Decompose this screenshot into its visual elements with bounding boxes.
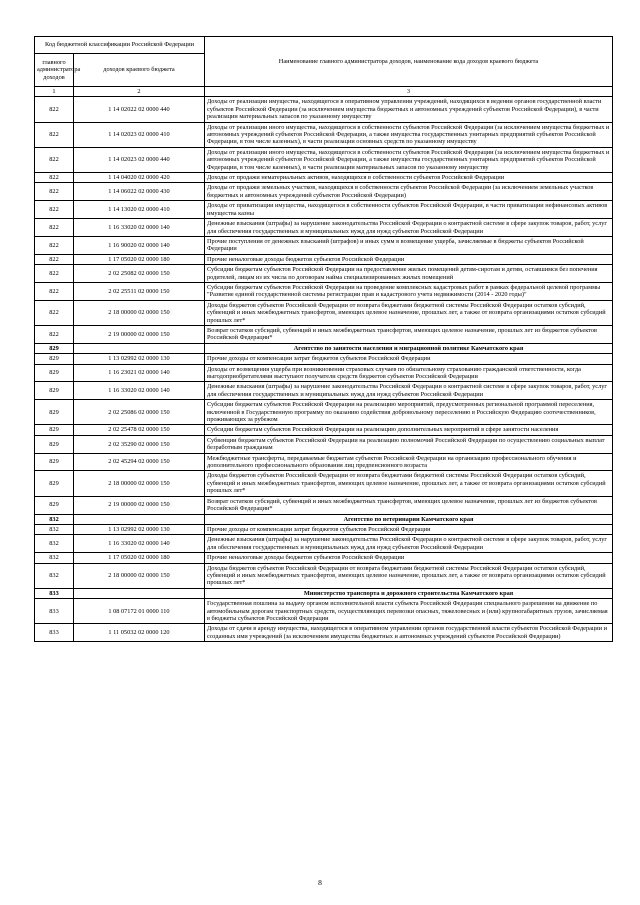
revenue-code-cell: 2 19 00000 02 0000 150 <box>74 496 205 514</box>
admin-code-cell: 822 <box>35 97 74 122</box>
header-group-title: Код бюджетной классификации Российской Федерации <box>35 37 205 54</box>
name-cell: Доходы бюджетов субъектов Российской Федерации от возврата бюджетами бюджетной системы Российской Федерации остатков субсидий, субвенций и иных межбюджетных трансфертов, имеющих целевое назначение, прошлых лет, а также от возврата организациями остатков субсидий прошлых лет* <box>205 471 613 496</box>
admin-code-cell: 832 <box>35 524 74 534</box>
revenue-code-cell: 2 18 00000 02 0000 150 <box>74 563 205 588</box>
name-cell: Прочие неналоговые доходы бюджетов субъектов Российской Федерации <box>205 254 613 264</box>
name-cell: Прочие неналоговые доходы бюджетов субъектов Российской Федерации <box>205 553 613 563</box>
table-row <box>35 471 613 496</box>
header-code-column: доходов краевого бюджета <box>74 54 205 87</box>
revenue-code-cell: 1 14 02023 02 0000 440 <box>74 147 205 172</box>
table-row <box>35 265 613 283</box>
admin-code-cell: 822 <box>35 183 74 201</box>
revenue-code-cell: 2 18 00000 02 0000 150 <box>74 471 205 496</box>
revenue-code-cell: 2 19 00000 02 0000 150 <box>74 325 205 343</box>
table-row <box>35 496 613 514</box>
revenue-code-cell: 1 16 33020 02 0000 140 <box>74 382 205 400</box>
admin-code-cell: 822 <box>35 201 74 219</box>
revenue-code-cell: 1 13 02992 02 0000 130 <box>74 524 205 534</box>
table-row <box>35 425 613 435</box>
name-cell: Доходы бюджетов субъектов Российской Федерации от возврата бюджетами бюджетной системы Российской Федерации остатков субсидий, субвенций и иных межбюджетных трансфертов, имеющих целевое назначение, прошлых лет, а также от возврата организациями остатков субсидий прошлых лет* <box>205 563 613 588</box>
admin-code-cell: 829 <box>35 400 74 425</box>
budget-classification-table <box>34 36 613 642</box>
admin-code-cell: 833 <box>35 599 74 624</box>
name-cell: Межбюджетные трансферты, передаваемые бюджетам субъектов Российской Федерации на организацию профессионального обучения и дополнительного профессионального образования лиц предпенсионного возраста <box>205 453 613 471</box>
table-row <box>35 599 613 624</box>
name-cell: Денежные взыскания (штрафы) за нарушение законодательства Российской Федерации о контрактной системе в сфере закупок товаров, работ, услуг для обеспечения государственных и муниципальных нужд для нужд субъектов Российской Федерации <box>205 535 613 553</box>
header-name-column: Наименование главного администратора доходов, наименование кода доходов краевого бюджета <box>205 37 613 87</box>
table-row <box>35 563 613 588</box>
table-row <box>35 147 613 172</box>
column-number: 3 <box>205 87 613 97</box>
table-row <box>35 400 613 425</box>
revenue-code-cell: 1 16 33020 02 0000 140 <box>74 535 205 553</box>
table-row <box>35 382 613 400</box>
name-cell: Субсидии бюджетам субъектов Российской Федерации на проведение комплексных кадастровых работ в рамках федеральной целевой программы "Развитие единой государственной системы регистрации прав и кадастрового учета недвижимости (2014 - 2020 годы)" <box>205 282 613 300</box>
table-row <box>35 254 613 264</box>
revenue-code-cell: 1 17 05020 02 0000 180 <box>74 553 205 563</box>
revenue-code-cell: 2 02 25082 02 0000 150 <box>74 265 205 283</box>
name-cell: Доходы бюджетов субъектов Российской Федерации от возврата бюджетами бюджетной системы Российской Федерации остатков субсидий, субвенций и иных межбюджетных трансфертов, имеющих целевое назначение, прошлых лет, а также от возврата организациями остатков субсидий прошлых лет* <box>205 300 613 325</box>
section-header-row <box>35 343 613 353</box>
revenue-code-cell: 1 16 23021 02 0000 140 <box>74 364 205 382</box>
table-row <box>35 354 613 364</box>
table-row <box>35 535 613 553</box>
name-cell: Доходы от реализации иного имущества, находящегося в собственности субъектов Российской Федерации (за исключением имущества бюджетных и автономных учреждений субъектов Российской Федерации, а также имущества государственных унитарных предприятий субъектов Российской Федерации, в том числе казенных), в части реализации материальных запасов по указанному имуществу <box>205 147 613 172</box>
admin-code-cell: 829 <box>35 364 74 382</box>
name-cell: Доходы от реализации иного имущества, находящегося в собственности субъектов Российской Федерации (за исключением имущества бюджетных и автономных учреждений субъектов Российской Федерации, а также имущества государственных унитарных предприятий субъектов Российской Федерации, в том числе казенных), в части реализации основных средств по указанному имуществу <box>205 122 613 147</box>
admin-code-cell: 832 <box>35 514 74 524</box>
admin-code-cell: 822 <box>35 282 74 300</box>
name-cell: Министерство транспорта и дорожного строительства Камчатского края <box>205 588 613 598</box>
revenue-code-cell <box>74 514 205 524</box>
admin-code-cell: 822 <box>35 325 74 343</box>
page-number: 8 <box>318 878 322 887</box>
admin-code-cell: 822 <box>35 265 74 283</box>
budget-table-sheet <box>34 36 612 642</box>
table-row <box>35 624 613 642</box>
admin-code-cell: 833 <box>35 624 74 642</box>
admin-code-cell: 829 <box>35 453 74 471</box>
name-cell: Прочие поступления от денежных взысканий (штрафов) и иных сумм в возмещение ущерба, зачисляемые в бюджеты субъектов Российской Федерации <box>205 236 613 254</box>
name-cell: Прочие доходы от компенсации затрат бюджетов субъектов Российской Федерации <box>205 524 613 534</box>
revenue-code-cell: 1 14 04020 02 0000 420 <box>74 173 205 183</box>
name-cell: Государственная пошлина за выдачу органом исполнительной власти субъекта Российской Федерации специального разрешения на движение по автомобильным дорогам транспортных средств, осуществляющих перевозки опасных, тяжеловесных и (или) крупногабаритных грузов, зачисляемая в бюджеты субъектов Российской Федерации <box>205 599 613 624</box>
name-cell: Агентство по ветеринарии Камчатского края <box>205 514 613 524</box>
revenue-code-cell: 1 16 90020 02 0000 140 <box>74 236 205 254</box>
admin-code-cell: 832 <box>35 563 74 588</box>
table-header-row <box>35 37 613 54</box>
name-cell: Возврат остатков субсидий, субвенций и иных межбюджетных трансфертов, имеющих целевое назначение, прошлых лет из бюджетов субъектов Российской Федерации* <box>205 325 613 343</box>
admin-code-cell: 822 <box>35 173 74 183</box>
column-number-row <box>35 87 613 97</box>
table-row <box>35 122 613 147</box>
revenue-code-cell: 2 02 25511 02 0000 150 <box>74 282 205 300</box>
revenue-code-cell: 1 14 06022 02 0000 430 <box>74 183 205 201</box>
column-number: 2 <box>74 87 205 97</box>
table-row <box>35 201 613 219</box>
name-cell: Денежные взыскания (штрафы) за нарушение законодательства Российской Федерации о контрактной системе в сфере закупок товаров, работ, услуг для обеспечения государственных и муниципальных нужд для нужд субъектов Российской Федерации <box>205 382 613 400</box>
name-cell: Доходы от продажи нематериальных активов, находящихся в собственности субъектов Российской Федерации <box>205 173 613 183</box>
table-row <box>35 300 613 325</box>
revenue-code-cell: 2 02 35290 02 0000 150 <box>74 435 205 453</box>
table-row <box>35 364 613 382</box>
name-cell: Субсидии бюджетам субъектов Российской Федерации на предоставление жилых помещений детям-сиротам и детям, оставшимся без попечения родителей, лицам из их числа по договорам найма специализированных жилых помещений <box>205 265 613 283</box>
table-row <box>35 219 613 237</box>
revenue-code-cell: 1 14 13020 02 0000 410 <box>74 201 205 219</box>
admin-code-cell: 822 <box>35 122 74 147</box>
revenue-code-cell: 2 02 45294 02 0000 150 <box>74 453 205 471</box>
admin-code-cell: 829 <box>35 471 74 496</box>
table-row <box>35 97 613 122</box>
name-cell: Агентство по занятости населения и миграционной политике Камчатского края <box>205 343 613 353</box>
name-cell: Доходы от продажи земельных участков, находящихся в собственности субъектов Российской Федерации (за исключением земельных участков бюджетных и автономных учреждений субъектов Российской Федерации) <box>205 183 613 201</box>
revenue-code-cell <box>74 343 205 353</box>
table-row <box>35 236 613 254</box>
admin-code-cell: 833 <box>35 588 74 598</box>
revenue-code-cell: 1 08 07172 01 0000 110 <box>74 599 205 624</box>
revenue-code-cell: 2 18 00000 02 0000 150 <box>74 300 205 325</box>
table-row <box>35 453 613 471</box>
revenue-code-cell: 1 16 33020 02 0000 140 <box>74 219 205 237</box>
table-row <box>35 524 613 534</box>
admin-code-cell: 832 <box>35 535 74 553</box>
admin-code-cell: 829 <box>35 435 74 453</box>
admin-code-cell: 832 <box>35 553 74 563</box>
revenue-code-cell: 1 14 02023 02 0000 410 <box>74 122 205 147</box>
name-cell: Субсидии бюджетам субъектов Российской Федерации на реализацию мероприятий, предусмотренных региональной программой переселения, включенной в Государственную программу по оказанию содействия добровольному переселению в Российскую Федерацию соотечественников, проживающих за рубежом <box>205 400 613 425</box>
admin-code-cell: 822 <box>35 236 74 254</box>
admin-code-cell: 822 <box>35 219 74 237</box>
name-cell: Доходы от сдачи в аренду имущества, находящегося в оперативном управлении органов государственной власти субъектов Российской Федерации и созданных ими учреждений (за исключением имущества бюджетных и автономных учреждений субъектов Российской Федерации) <box>205 624 613 642</box>
admin-code-cell: 829 <box>35 343 74 353</box>
revenue-code-cell: 2 02 25478 02 0000 150 <box>74 425 205 435</box>
admin-code-cell: 829 <box>35 382 74 400</box>
name-cell: Субсидии бюджетам субъектов Российской Федерации на реализацию дополнительных мероприятий в сфере занятости населения <box>205 425 613 435</box>
revenue-code-cell: 1 14 02022 02 0000 440 <box>74 97 205 122</box>
admin-code-cell: 822 <box>35 147 74 172</box>
admin-code-cell: 829 <box>35 425 74 435</box>
header-admin-column: главного администратора доходов <box>35 54 74 87</box>
admin-code-cell: 822 <box>35 300 74 325</box>
section-header-row <box>35 514 613 524</box>
name-cell: Доходы от приватизации имущества, находящегося в собственности субъектов Российской Федерации, в части приватизации нефинансовых активов имущества казны <box>205 201 613 219</box>
table-row <box>35 173 613 183</box>
name-cell: Возврат остатков субсидий, субвенций и иных межбюджетных трансфертов, имеющих целевое назначение, прошлых лет из бюджетов субъектов Российской Федерации* <box>205 496 613 514</box>
revenue-code-cell <box>74 588 205 598</box>
revenue-code-cell: 1 13 02992 02 0000 130 <box>74 354 205 364</box>
admin-code-cell: 822 <box>35 254 74 264</box>
table-row <box>35 325 613 343</box>
table-row <box>35 183 613 201</box>
name-cell: Денежные взыскания (штрафы) за нарушение законодательства Российской Федерации о контрактной системе в сфере закупок товаров, работ, услуг для обеспечения государственных и муниципальных нужд для нужд субъектов Российской Федерации <box>205 219 613 237</box>
revenue-code-cell: 1 11 05032 02 0000 120 <box>74 624 205 642</box>
admin-code-cell: 829 <box>35 354 74 364</box>
column-number: 1 <box>35 87 74 97</box>
table-row <box>35 282 613 300</box>
section-header-row <box>35 588 613 598</box>
revenue-code-cell: 1 17 05020 02 0000 180 <box>74 254 205 264</box>
name-cell: Доходы от возмещения ущерба при возникновении страховых случаев по обязательному страхованию гражданской ответственности, когда выгодоприобретателями выступают получатели средств бюджетов субъектов Российской Федерации <box>205 364 613 382</box>
name-cell: Доходы от реализации имущества, находящегося в оперативном управлении учреждений, находящихся в ведении органов государственной власти субъектов Российской Федерации (за исключением имущества бюджетных и автономных учреждений субъектов Российской Федерации), в части реализации материальных запасов по указанному имуществу <box>205 97 613 122</box>
name-cell: Прочие доходы от компенсации затрат бюджетов субъектов Российской Федерации <box>205 354 613 364</box>
admin-code-cell: 829 <box>35 496 74 514</box>
name-cell: Субвенции бюджетам субъектов Российской Федерации на реализацию полномочий Российской Федерации по осуществлению социальных выплат безработным гражданам <box>205 435 613 453</box>
revenue-code-cell: 2 02 25086 02 0000 150 <box>74 400 205 425</box>
table-row <box>35 435 613 453</box>
table-body <box>35 97 613 642</box>
table-row <box>35 553 613 563</box>
